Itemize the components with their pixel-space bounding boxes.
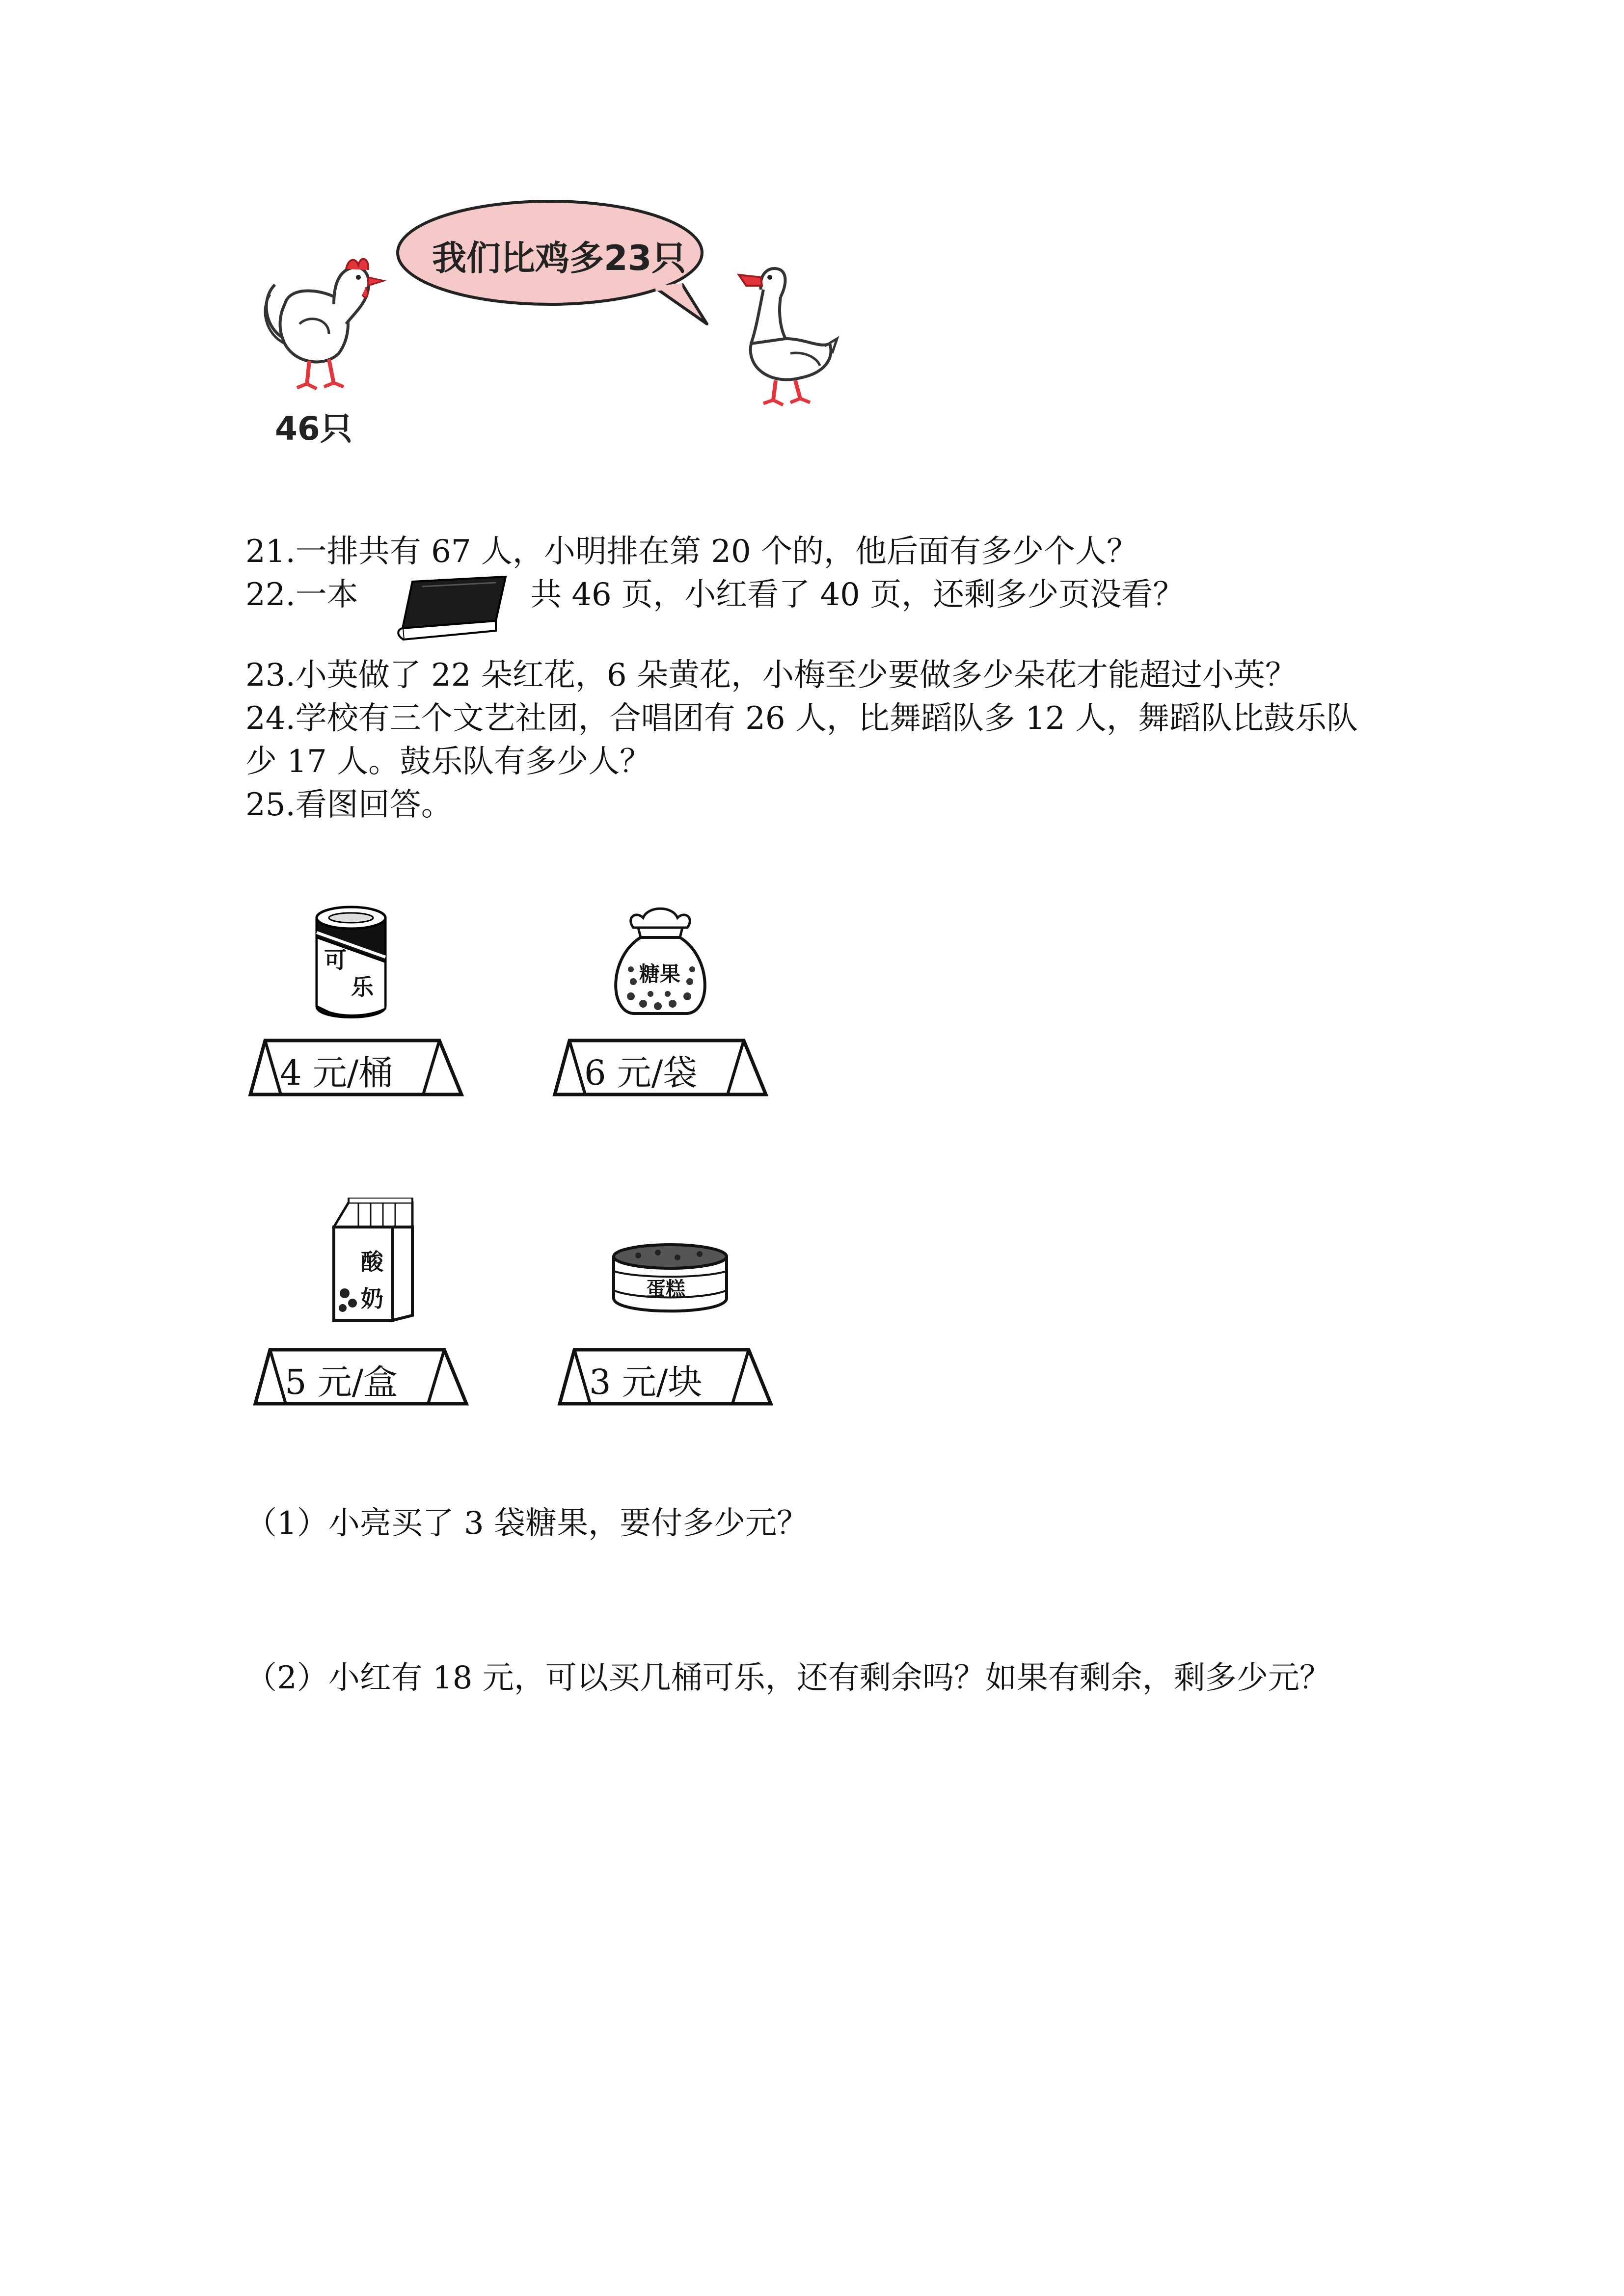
book-icon [393,572,515,645]
speech-bubble-text: 我们比鸡多23只 [432,238,686,278]
cola-label-1: 可 [324,947,347,973]
chicken-icon [255,255,393,402]
cake-price: 3 元/块 [589,1362,703,1402]
chicken-count-label: 46只 [275,410,352,448]
candy-price: 6 元/袋 [584,1053,698,1093]
question-25: 25.看图回答。 [245,787,453,823]
question-22-part-b: 共 46 页，小红看了 40 页，还剩多少页没看？ [530,577,1185,613]
yogurt-label-2: 奶 [361,1285,383,1312]
question-21: 21.一排共有 67 人，小明排在第 20 个的，他后面有多少个人？ [245,534,1138,570]
subquestion-2: （2）小红有 18 元，可以买几桶可乐，还有剩余吗？如果有剩余，剩多少元？ [245,1660,1331,1696]
cola-label-2: 乐 [351,974,374,1000]
question-23: 23.小英做了 22 朵红花，6 朵黄花，小梅至少要做多少朵花才能超过小英？ [245,657,1297,694]
cola-can-icon [309,903,393,1021]
cola-price: 4 元/桶 [280,1053,393,1093]
yogurt-price: 5 元/盒 [285,1362,398,1402]
duck-icon [712,255,839,412]
candy-label: 糖果 [639,962,681,986]
subquestion-1: （1）小亮买了 3 袋糖果，要付多少元？ [245,1505,809,1542]
question-24-line-1: 24.学校有三个文艺社团，合唱团有 26 人，比舞蹈队多 12 人，舞蹈队比鼓乐队 [245,700,1358,737]
question-24-line-2: 少 17 人。鼓乐队有多少人？ [245,744,651,780]
cake-label: 蛋糕 [646,1278,685,1301]
question-22-part-a: 22.一本 [245,577,358,613]
yogurt-label-1: 酸 [361,1249,383,1275]
